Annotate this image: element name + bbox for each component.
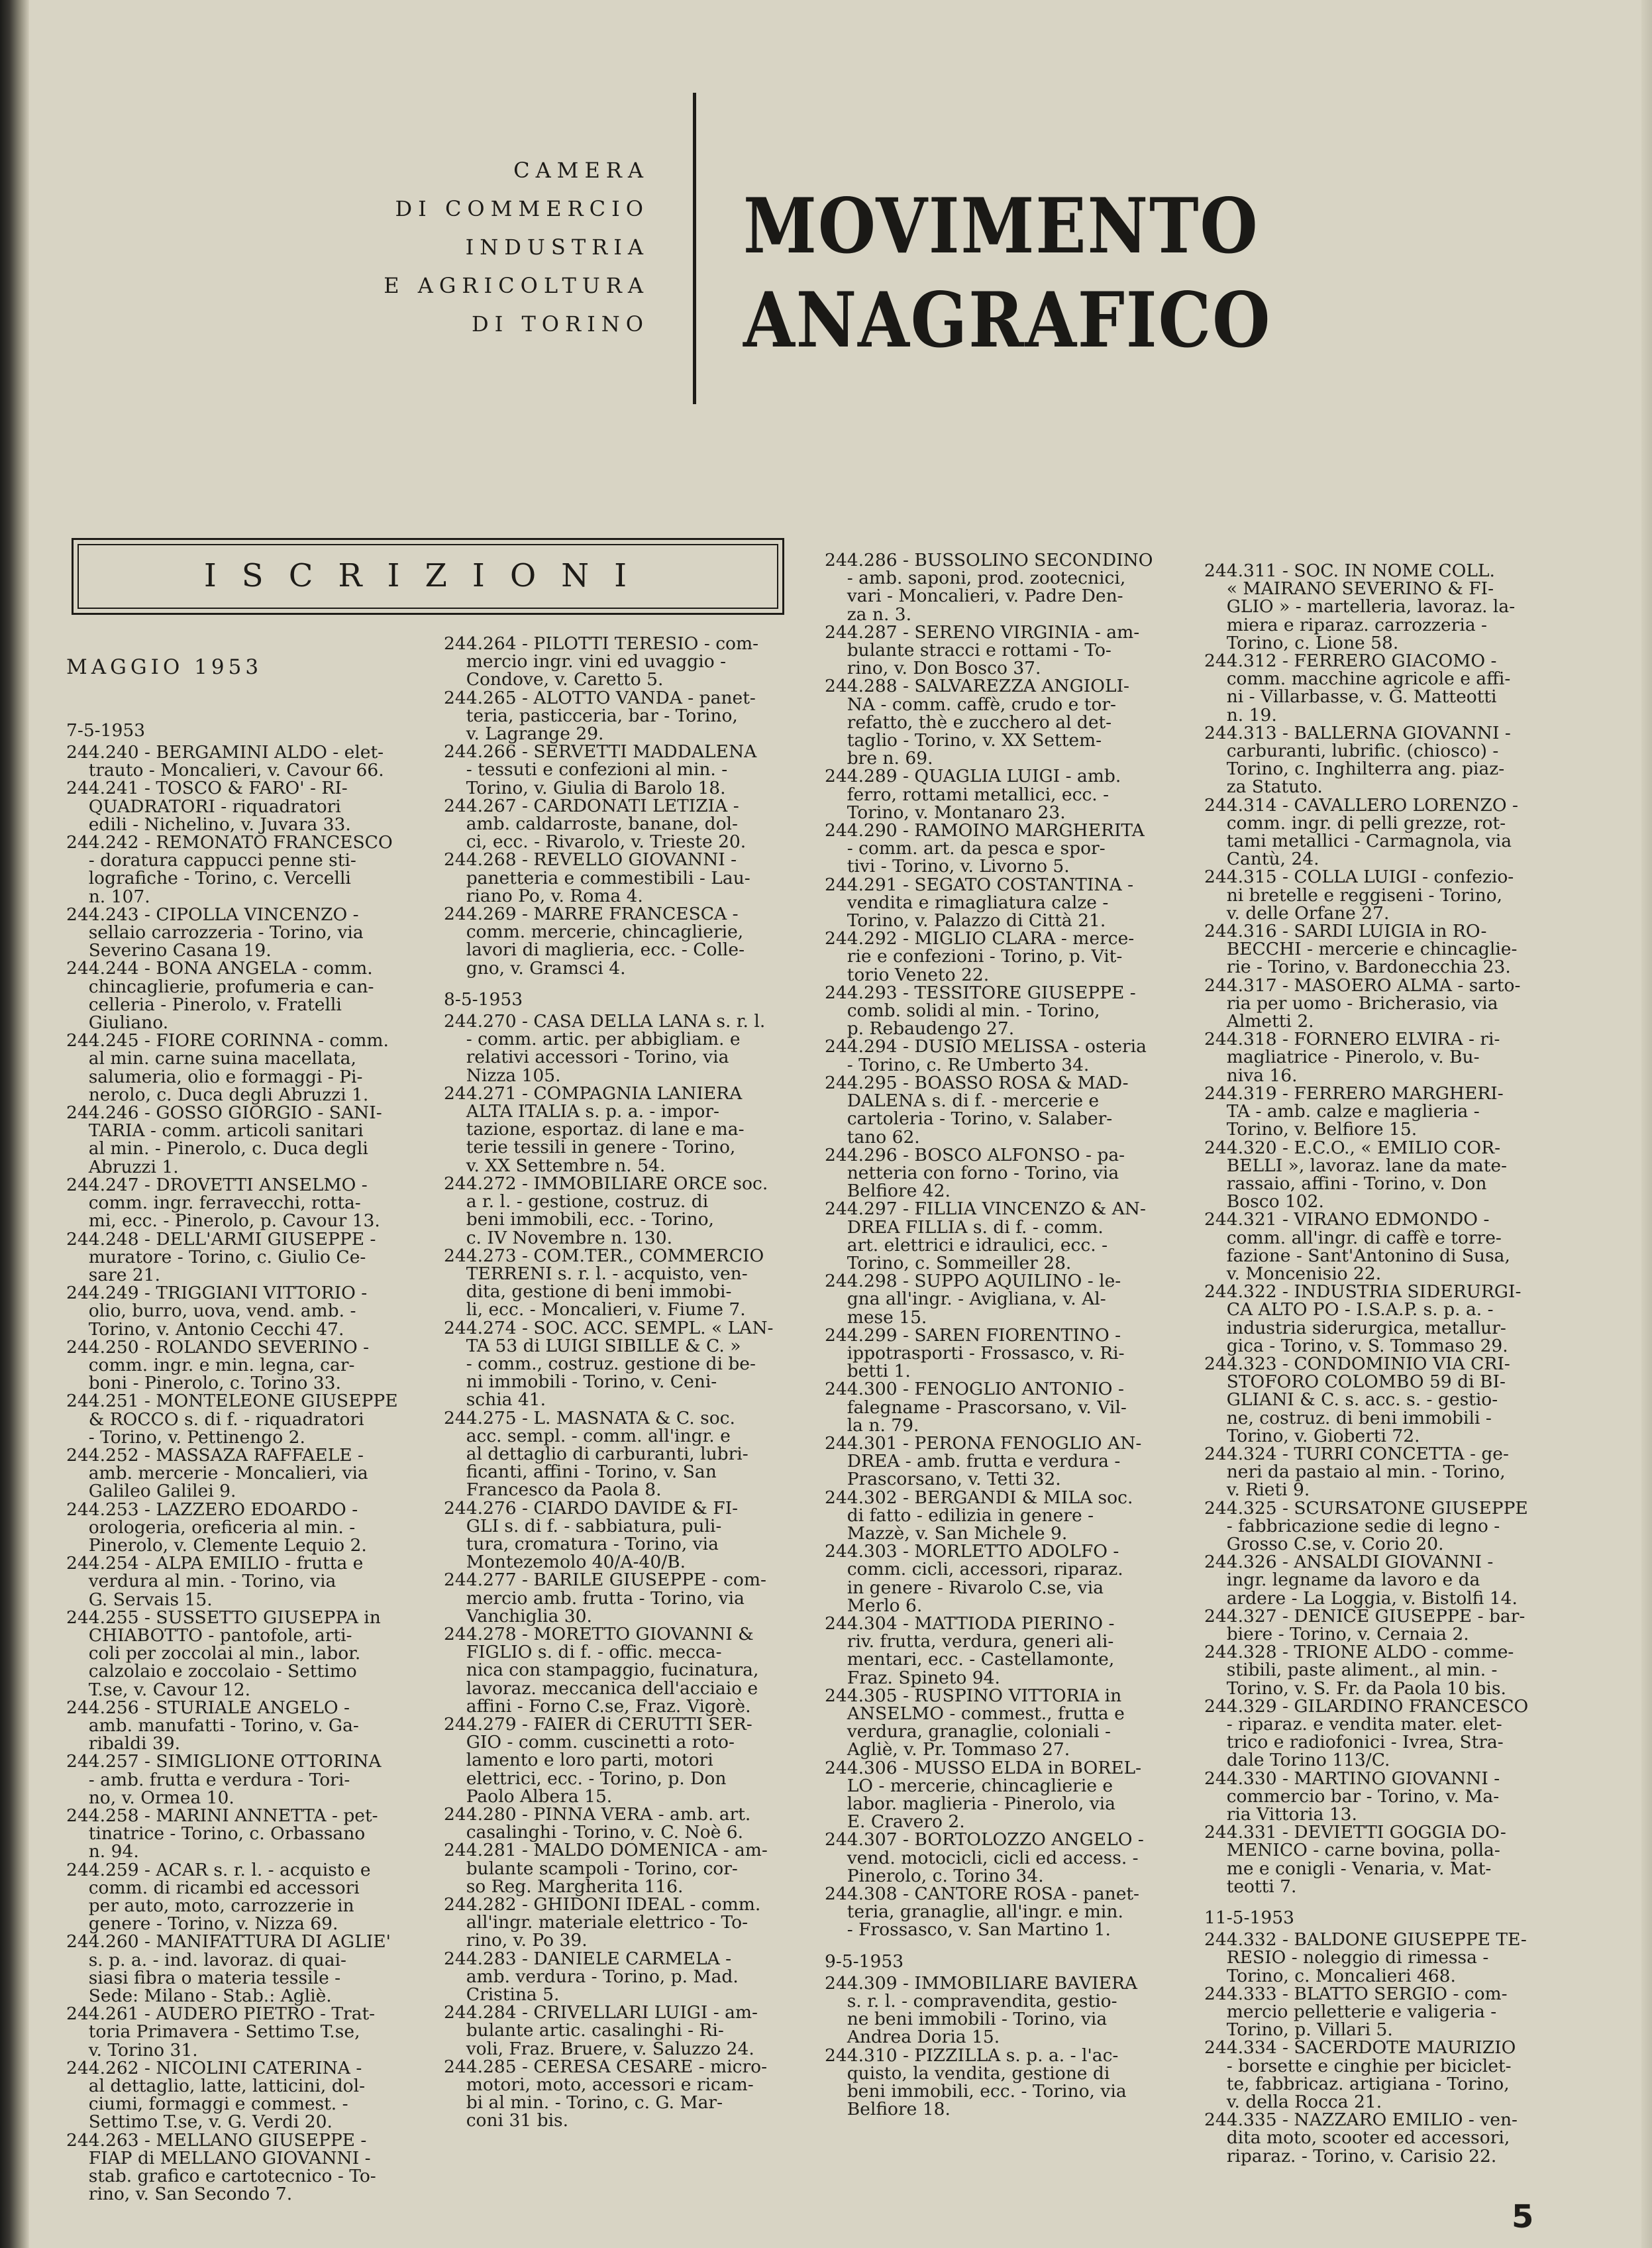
registry-entry: 244.309 - IMMOBILIARE BAVIERA s. r. l. - compravendita, gestio- ne beni immobili - Torino, via Andrea Doria 15.: [825, 1972, 1138, 2048]
registry-entry: 244.259 - ACAR s. r. l. - acquisto e comm. di ricambi ed accessori per auto, moto, carrozzerie in genere - Torino, v. Nizza 69.: [66, 1859, 371, 1935]
registry-entry: 244.256 - STURIALE ANGELO - amb. manufatti - Torino, v. Ga- ribaldi 39.: [66, 1697, 359, 1754]
registry-entry: 244.335 - NAZZARO EMILIO - ven- dita moto, scooter ed accessori, riparaz. - Torino, v. Carisio 22.: [1204, 2110, 1518, 2167]
registry-entry: 244.324 - TURRI CONCETTA - ge- neri da pastaio al min. - Torino, v. Rieti 9.: [1204, 1443, 1509, 1501]
registry-entry: 244.258 - MARINI ANNETTA - pet- tinatrice - Torino, c. Orbassano n. 94.: [66, 1805, 378, 1862]
registry-entry: 244.287 - SERENO VIRGINIA - am- bulante stracci e rottami - To- rino, v. Don Bosco 37.: [825, 621, 1140, 679]
registry-entry: 244.262 - NICOLINI CATERINA - al dettaglio, latte, latticini, dol- ciumi, formaggi e commest. - Settimo T.se, v. G. Verdi 20.: [66, 2057, 366, 2133]
registry-entry: 244.246 - GOSSO GIORGIO - SANI- TARIA - comm. articoli sanitari al min. - Pinerolo, c. Duca degli Abruzzi 1.: [66, 1102, 382, 1177]
registry-entry: 244.250 - ROLANDO SEVERINO - comm. ingr. e min. legna, car- boni - Pinerolo, c. Torino 33.: [66, 1336, 370, 1394]
registry-entry: 244.286 - BUSSOLINO SECONDINO - amb. saponi, prod. zootecnici, vari - Moncalieri, v. Padre Den- za n. 3.: [825, 550, 1153, 625]
column-3: [825, 551, 1196, 2118]
registry-entry: 244.321 - VIRANO EDMONDO - comm. all'ingr. di caffè e torre- fazione - Sant'Antonino di Susa, v. Moncenisio 22.: [1204, 1209, 1510, 1284]
registry-entry: 244.296 - BOSCO ALFONSO - pa- netteria con forno - Torino, via Belfiore 42.: [825, 1144, 1125, 1202]
registry-entry: 244.284 - CRIVELLARI LUIGI - am- bulante artic. casalinghi - Ri- voli, Fraz. Bruere, v. Saluzzo 24.: [444, 2002, 758, 2059]
registry-entry: 244.280 - PINNA VERA - amb. art. casalinghi - Torino, v. C. Noè 6.: [444, 1804, 751, 1843]
registry-entry: 244.260 - MANIFATTURA DI AGLIE' s. p. a. - ind. lavoraz. di quai- siasi fibra o materia tessile - Sede: Milano - Stab.: Agliè.: [66, 1931, 391, 2007]
registry-entry: 244.332 - BALDONE GIUSEPPE TE- RESIO - noleggio di rimessa - Torino, c. Moncalieri 468.: [1204, 1929, 1527, 1986]
registry-entry: 244.307 - BORTOLOZZO ANGELO - vend. motocicli, cicli ed access. - Pinerolo, c. Torino 34.: [825, 1829, 1144, 1886]
registry-entry: 244.317 - MASOERO ALMA - sarto- ria per uomo - Bricherasio, via Almetti 2.: [1204, 975, 1521, 1032]
registry-entry: 244.292 - MIGLIO CLARA - merce- rie e confezioni - Torino, p. Vit- torio Veneto 22.: [825, 928, 1135, 985]
registry-entry: 244.300 - FENOGLIO ANTONIO - falegname - Prascorsano, v. Vil- la n. 79.: [825, 1379, 1127, 1436]
registry-entry: 244.322 - INDUSTRIA SIDERURGI- CA ALTO PO - I.S.A.P. s. p. a. - industria siderurgica, metallur- gica - Torino, v. S. Tommaso 29.: [1204, 1281, 1522, 1356]
registry-entry: 244.282 - GHIDONI IDEAL - comm. all'ingr. materiale elettrico - To- rino, v. Po 39.: [444, 1894, 761, 1951]
column-4: [1204, 562, 1575, 2165]
registry-entry: 244.240 - BERGAMINI ALDO - elet- trauto - Moncalieri, v. Cavour 66.: [66, 742, 384, 781]
registry-entry: 244.305 - RUSPINO VITTORIA in ANSELMO - commest., frutta e verdura, granaglie, coloniali - Agliè, v. Pr. Tommaso 27.: [825, 1685, 1125, 1760]
title-line-2: ANAGRAFICO: [743, 276, 1272, 364]
registry-entry: 244.333 - BLATTO SERGIO - com- mercio pelletterie e valigeria - Torino, p. Villari 5.: [1204, 1983, 1508, 2041]
registry-entry: 244.301 - PERONA FENOGLIO AN- DREA - amb. frutta e verdura - Prascorsano, v. Tetti 32.: [825, 1432, 1142, 1490]
registry-entry: 244.243 - CIPOLLA VINCENZO - sellaio carrozzeria - Torino, via Severino Casana 19.: [66, 904, 364, 961]
registry-entry: 244.277 - BARILE GIUSEPPE - com- mercio amb. frutta - Torino, via Vanchiglia 30.: [444, 1570, 766, 1627]
registry-entry: 244.323 - CONDOMINIO VIA CRI- STOFORO COLOMBO 59 di BI- GLIANI & C. s. acc. s. - gestio- ne, costruz. di beni immobili - Torino, v. Gioberti 72.: [1204, 1353, 1510, 1446]
registry-entry: 244.331 - DEVIETTI GOGGIA DO- MENICO - carne bovina, polla- me e conigli - Venaria, v. Mat- teotti 7.: [1204, 1822, 1506, 1897]
date-heading: 8-5-1953: [444, 989, 523, 1010]
registry-entry: 244.313 - BALLERNA GIOVANNI - carburanti, lubrific. (chiosco) - Torino, c. Inghilterra ang. piaz- za Statuto.: [1204, 722, 1511, 798]
registry-entry: 244.281 - MALDO DOMENICA - am- bulante scampoli - Torino, cor- so Reg. Margherita 116.: [444, 1840, 768, 1897]
registry-entry: 244.254 - ALPA EMILIO - frutta e verdura al min. - Torino, via G. Servais 15.: [66, 1553, 364, 1610]
registry-entry: 244.271 - COMPAGNIA LANIERA ALTA ITALIA s. p. a. - impor- tazione, esportaz. di lane e ma- terie tessili in genere - Torino, v. XX Settembre n. 54.: [444, 1083, 745, 1176]
section-title: ISCRIZIONI: [203, 557, 652, 594]
registry-entry: 244.319 - FERRERO MARGHERI- TA - amb. calze e maglieria - Torino, v. Belfiore 15.: [1204, 1083, 1504, 1140]
registry-entry: 244.289 - QUAGLIA LUIGI - amb. ferro, rottami metallici, ecc. - Torino, v. Montanaro 23.: [825, 766, 1121, 823]
page-title: [743, 179, 1271, 367]
registry-entry: 244.266 - SERVETTI MADDALENA - tessuti e confezioni al min. - Torino, v. Giulia di Barolo 18.: [444, 741, 757, 798]
registry-entry: 244.330 - MARTINO GIOVANNI - commercio bar - Torino, v. Ma- ria Vittoria 13.: [1204, 1768, 1500, 1825]
registry-entry: 244.288 - SALVAREZZA ANGIOLI- NA - comm. caffè, crudo e tor- refatto, thè e zucchero al det- taglio - Torino, v. XX Settem- bre n. 69.: [825, 676, 1129, 769]
page-edge: [1641, 0, 1652, 2248]
registry-entry: 244.315 - COLLA LUIGI - confezio- ni bretelle e reggiseni - Torino, v. delle Orfane 27.: [1204, 867, 1514, 924]
registry-entry: 244.276 - CIARDO DAVIDE & FI- GLI s. di f. - sabbiatura, puli- tura, cromatura - Torino, via Montezemolo 40/A-40/B.: [444, 1497, 739, 1573]
chamber-of-commerce-heading: [358, 151, 649, 343]
registry-entry: 244.304 - MATTIODA PIERINO - riv. frutta, verdura, generi ali- mentari, ecc. - Castellamonte, Fraz. Spineto 94.: [825, 1613, 1115, 1688]
header-divider: [693, 93, 696, 404]
registry-entry: 244.249 - TRIGGIANI VITTORIO - olio, burro, uova, vend. amb. - Torino, v. Antonio Cecchi 47.: [66, 1283, 368, 1340]
registry-entry: 244.316 - SARDI LUIGIA in RO- BECCHI - mercerie e chincaglie- rie - Torino, v. Bardonecchia 23.: [1204, 921, 1518, 978]
date-heading: 9-5-1953: [825, 1951, 904, 1972]
registry-entry: 244.334 - SACERDOTE MAURIZIO - borsette e cinghie per biciclet- te, fabbricaz. artigiana - Torino, v. della Rocca 21.: [1204, 2037, 1516, 2113]
title-line-1: MOVIMENTO: [743, 182, 1259, 270]
registry-entry: 244.241 - TOSCO & FARO' - RI- QUADRATORI - riquadratori edili - Nichelino, v. Juvara 33.: [66, 778, 351, 835]
registry-entry: 244.245 - FIORE CORINNA - comm. al min. carne suina macellata, salumeria, olio e formaggi - Pi- nerolo, c. Duca degli Abruzzi 1.: [66, 1030, 389, 1105]
registry-entry: 244.251 - MONTELEONE GIUSEPPE & ROCCO s. di f. - riquadratori - Torino, v. Pettinengo 2.: [66, 1391, 398, 1448]
registry-entry: 244.306 - MUSSO ELDA in BOREL- LO - mercerie, chincaglierie e labor. maglieria - Pinerolo, via E. Cravero 2.: [825, 1757, 1142, 1833]
registry-entry: 244.272 - IMMOBILIARE ORCE soc. a r. l. - gestione, costruz. di beni immobili, ecc. - Torino, c. IV Novembre n. 130.: [444, 1173, 768, 1248]
registry-entry: 244.257 - SIMIGLIONE OTTORINA - amb. frutta e verdura - Tori- no, v. Ormea 10.: [66, 1751, 382, 1808]
registry-entry: 244.274 - SOC. ACC. SEMPL. « LAN- TA 53 di LUIGI SIBILLE & C. » - comm., costruz. gestione di be- ni immobili - Torino, v. Ceni- schia 41.: [444, 1317, 774, 1411]
registry-entry: 244.264 - PILOTTI TERESIO - com- mercio ingr. vini ed uvaggio - Condove, v. Caretto 5.: [444, 633, 759, 690]
registry-entry: 244.263 - MELLANO GIUSEPPE - FIAP di MELLANO GIOVANNI - stab. grafico e cartotecnico - To- rino, v. San Secondo 7.: [66, 2129, 376, 2205]
registry-entry: 244.269 - MARRE FRANCESCA - comm. mercerie, chincaglierie, lavori di maglieria, ecc. - Colle- gno, v. Gramsci 4.: [444, 904, 745, 979]
registry-entry: 244.291 - SEGATO COSTANTINA - vendita e rimagliatura calze - Torino, v. Palazzo di Città 21.: [825, 874, 1134, 932]
registry-entry: 244.295 - BOASSO ROSA & MAD- DALENA s. di f. - mercerie e cartoleria - Torino, v. Salaber- tano 62.: [825, 1072, 1129, 1148]
registry-entry: 244.252 - MASSAZA RAFFAELE - amb. mercerie - Moncalieri, via Galileo Galilei 9.: [66, 1444, 368, 1502]
registry-entry: 244.302 - BERGANDI & MILA soc. di fatto - edilizia in genere - Mazzè, v. San Michele 9.: [825, 1487, 1133, 1544]
chamber-line: INDUSTRIA: [465, 235, 649, 260]
column-1: [66, 623, 437, 2203]
date-heading: 7-5-1953: [66, 720, 146, 741]
registry-entry: 244.297 - FILLIA VINCENZO & AN- DREA FILLIA s. di f. - comm. art. elettrici e idraulici, ecc. - Torino, c. Sommeiller 28.: [825, 1199, 1146, 1273]
registry-entry: 244.312 - FERRERO GIACOMO - comm. macchine agricole e affi- ni - Villarbasse, v. G. Matteotti n. 19.: [1204, 651, 1511, 725]
chamber-line: CAMERA: [513, 158, 649, 183]
registry-entry: 244.303 - MORLETTO ADOLFO - comm. cicli, accessori, riparaz. in genere - Rivarolo C.se, via Merlo 6.: [825, 1541, 1123, 1616]
registry-entry: 244.314 - CAVALLERO LORENZO - comm. ingr. di pelli grezze, rot- tami metallici - Carmagnola, via Cantù, 24.: [1204, 794, 1518, 870]
registry-entry: 244.268 - REVELLO GIOVANNI - panetteria e commestibili - Lau- riano Po, v. Roma 4.: [444, 849, 750, 906]
registry-entry: 244.255 - SUSSETTO GIUSEPPA in CHIABOTTO - pantofole, arti- coli per zoccolai al min., labor. calzolaio e zoccolaio - Settimo T.se, v. Cavour 12.: [66, 1607, 381, 1700]
registry-entry: 244.248 - DELL'ARMI GIUSEPPE - muratore - Torino, c. Giulio Ce- sare 21.: [66, 1228, 376, 1285]
chamber-line: DI TORINO: [471, 311, 649, 337]
registry-entry: 244.270 - CASA DELLA LANA s. r. l. - comm. artic. per abbigliam. e relativi accessori - Torino, via Nizza 105.: [444, 1011, 766, 1086]
registry-entry: 244.275 - L. MASNATA & C. soc. acc. sempl. - comm. all'ingr. e al dettaglio di carburanti, lubri- ficanti, affini - Torino, v. San Francesco da Paola 8.: [444, 1407, 749, 1501]
registry-entry: 244.325 - SCURSATONE GIUSEPPE - fabbricazione sedie di legno - Grosso C.se, v. Corio 20.: [1204, 1497, 1528, 1554]
registry-entry: 244.310 - PIZZILLA s. p. a. - l'ac- quisto, la vendita, gestione di beni immobili, ecc. - Torino, via Belfiore 18.: [825, 2045, 1127, 2120]
registry-entry: 244.308 - CANTORE ROSA - panet- teria, granaglie, all'ingr. e min. - Frossasco, v. San Martino 1.: [825, 1884, 1139, 1941]
registry-entry: 244.265 - ALOTTO VANDA - panet- teria, pasticceria, bar - Torino, v. Lagrange 29.: [444, 687, 756, 745]
page-number: 5: [1512, 2198, 1534, 2235]
registry-entry: 244.294 - DUSIO MELISSA - osteria - Torino, c. Re Umberto 34.: [825, 1036, 1147, 1075]
date-heading: 11-5-1953: [1204, 1907, 1294, 1929]
registry-entry: 244.327 - DENICE GIUSEPPE - bar- biere - Torino, v. Cernaia 2.: [1204, 1605, 1525, 1644]
registry-entry: 244.279 - FAIER di CERUTTI SER- GIO - comm. cuscinetti a roto- lamento e loro parti, motori elettrici, ecc. - Torino, p. Don Paolo Albera 15.: [444, 1713, 752, 1807]
chamber-line: E AGRICOLTURA: [384, 273, 649, 298]
book-spine-shadow: [0, 0, 29, 2248]
registry-entry: 244.244 - BONA ANGELA - comm. chincaglierie, profumeria e can- celleria - Pinerolo, v. Fratelli Giuliano.: [66, 958, 374, 1034]
registry-entry: 244.283 - DANIELE CARMELA - amb. verdura - Torino, p. Mad. Cristina 5.: [444, 1948, 739, 2006]
registry-entry: 244.290 - RAMOINO MARGHERITA - comm. art. da pesca e spor- tivi - Torino, v. Livorno 5.: [825, 820, 1145, 877]
registry-entry: 244.253 - LAZZERO EDOARDO - orologeria, oreficeria al min. - Pinerolo, v. Clemente Lequio 2.: [66, 1499, 367, 1556]
registry-entry: 244.285 - CERESA CESARE - micro- motori, moto, accessori e ricam- bi al min. - Torino, c. G. Mar- coni 31 bis.: [444, 2056, 768, 2131]
registry-entry: 244.261 - AUDERO PIETRO - Trat- toria Primavera - Settimo T.se, v. Torino 31.: [66, 2004, 376, 2061]
registry-entry: 244.298 - SUPPO AQUILINO - le- gna all'ingr. - Avigliana, v. Al- mese 15.: [825, 1271, 1121, 1328]
registry-entry: 244.267 - CARDONATI LETIZIA - amb. caldarroste, banane, dol- ci, ecc. - Rivarolo, v. Trieste 20.: [444, 795, 747, 853]
column-2: [444, 635, 815, 2130]
chamber-line: DI COMMERCIO: [395, 196, 649, 221]
registry-entry: 244.326 - ANSALDI GIOVANNI - ingr. legname da lavoro e da ardere - La Loggia, v. Bistolfi 14.: [1204, 1552, 1518, 1609]
registry-entry: 244.247 - DROVETTI ANSELMO - comm. ingr. ferravecchi, rotta- mi, ecc. - Pinerolo, p. Cavour 13.: [66, 1174, 380, 1232]
registry-entry: 244.293 - TESSITORE GIUSEPPE - comb. solidi al min. - Torino, p. Rebaudengo 27.: [825, 982, 1136, 1040]
registry-entry: 244.320 - E.C.O., « EMILIO COR- BELLI », lavoraz. lane da mate- rassaio, affini - Torino, v. Don Bosco 102.: [1204, 1137, 1507, 1212]
registry-entry: 244.242 - REMONATO FRANCESCO - doratura cappucci penne sti- lografiche - Torino, c. Vercelli n. 107.: [66, 832, 393, 907]
registry-entry: 244.328 - TRIONE ALDO - comme- stibili, paste aliment., al min. - Torino, v. S. Fr. da Paola 10 bis.: [1204, 1642, 1514, 1699]
registry-entry: 244.278 - MORETTO GIOVANNI & FIGLIO s. di f. - offic. mecca- nica con stampaggio, fucinatura, lavoraz. meccanica dell'acciaio e affini - Forno C.se, Fraz. Vigorè.: [444, 1623, 759, 1717]
month-heading: MAGGIO 1953: [66, 655, 263, 680]
registry-entry: 244.299 - SAREN FIORENTINO - ippotrasporti - Frossasco, v. Ri- betti 1.: [825, 1324, 1125, 1382]
registry-entry: 244.311 - SOC. IN NOME COLL. « MAIRANO SEVERINO & FI- GLIO » - martelleria, lavoraz. la- miera e riparaz. carrozzeria - Torino, c. Lione 58.: [1204, 561, 1516, 653]
registry-entry: 244.273 - COM.TER., COMMERCIO TERRENI s. r. l. - acquisto, ven- dita, gestione di beni immobi- li, ecc. - Moncalieri, v. Fiume 7.: [444, 1245, 764, 1320]
registry-entry: 244.318 - FORNERO ELVIRA - ri- magliatrice - Pinerolo, v. Bu- niva 16.: [1204, 1029, 1500, 1086]
registry-entry: 244.329 - GILARDINO FRANCESCO - riparaz. e vendita mater. elet- trico e radiofonici - Ivrea, Stra- dale Torino 113/C.: [1204, 1695, 1529, 1771]
section-title-box: [72, 538, 784, 615]
